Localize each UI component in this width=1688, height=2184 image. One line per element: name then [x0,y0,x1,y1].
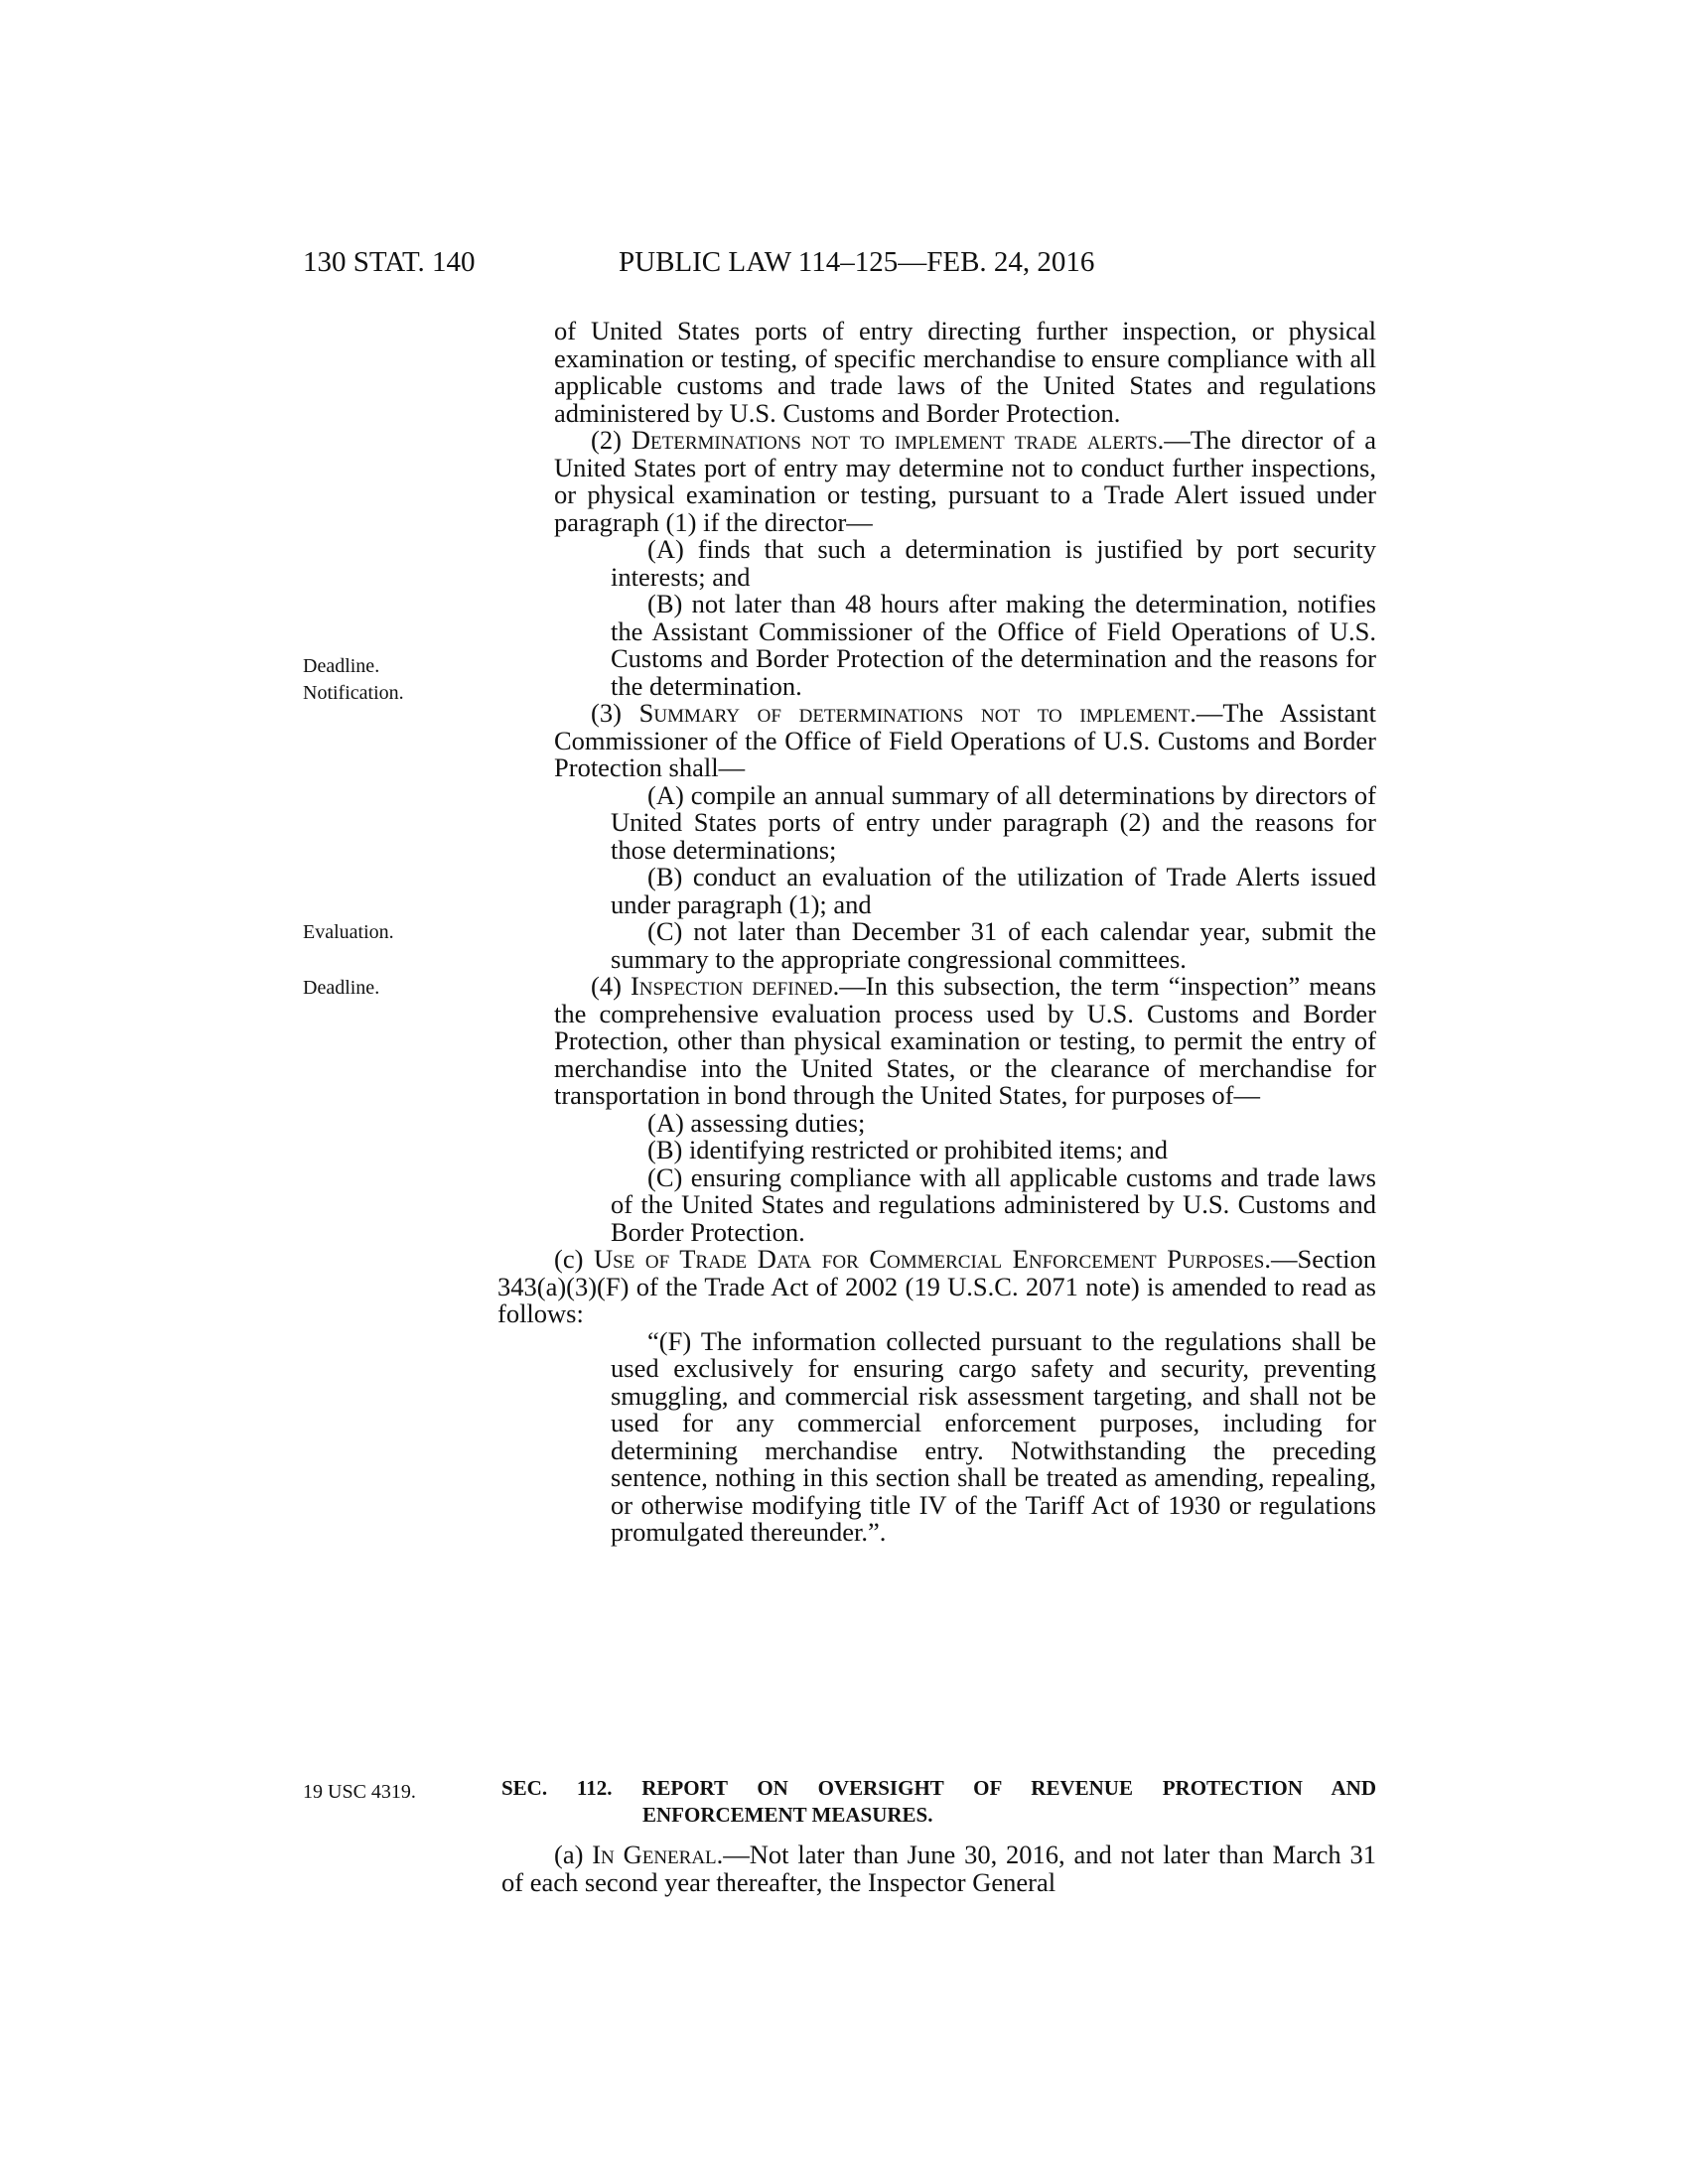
subsection-a-heading: In General. [592,1840,724,1869]
stat-page-number: 130 STAT. 140 [303,246,476,278]
margin-note-deadline: Deadline. [303,655,380,677]
paragraph-2-number: (2) [591,425,622,455]
subsection-a-number: (a) [554,1840,584,1869]
paragraph-2-a: (A) finds that such a determination is justified by port security interests; and [611,534,1376,592]
section-heading [501,1775,1376,1829]
paragraph-3-heading: Summary of determinations not to implement. [638,698,1196,728]
paragraph-3-c: (C) not later than December 31 of each calendar year, submit the summary to the appropriate congressional committees. [611,916,1376,974]
subsection-c-number: (c) [554,1244,584,1274]
paragraph-4-b: (B) identifying restricted or prohibited items; and [647,1135,1168,1164]
margin-note-evaluation: Evaluation. [303,921,394,943]
paragraph-4-a: (A) assessing duties; [647,1107,866,1138]
subsection-c-heading: Use of Trade Data for Commercial Enforcement Purposes. [593,1244,1271,1274]
section-112-body [501,1842,1376,1896]
subsection-a [501,1842,1376,1896]
paragraph-4-number: (4) [591,971,622,1001]
paragraph-4-heading: Inspection defined. [630,971,840,1001]
subsection-c [497,1246,1376,1328]
paragraph-2 [554,427,1376,536]
margin-note-notification: Notification. [303,682,404,704]
paragraph-2-heading: Determinations not to implement trade alerts. [631,425,1165,455]
quoted-amendment: “(F) The information collected pursuant to the regulations shall be used exclusively for ensuring cargo safety and security, preventing smuggling, and commercial risk assessment targeting, and shall not be used for any commercial enforcement purposes, including for determining merchandise entry. Notwithstanding the preceding sentence, nothing in this section shall be treated as amending, repealing, or otherwise modifying title IV of the Tariff Act of 1930 or regulations promulgated thereunder.”. [611,1325,1376,1547]
paragraph-4 [554,973,1376,1110]
paragraph-3 [554,700,1376,782]
paragraph-3-number: (3) [591,698,622,728]
margin-note-deadline-2: Deadline. [303,977,380,999]
page-header [303,246,1375,286]
paragraph-2-text: —The director of a United States port of entry may determine not to conduct further inspections, or physical examination or testing, pursuant to a Trade Alert issued under paragraph (1) if the director— [554,425,1376,537]
margin-note-usc: 19 USC 4319. [303,1781,416,1803]
subsection-a-text: —Not later than June 30, 2016, and not later than March 31 of each second year thereafter, the Inspector General [501,1840,1376,1897]
paragraph-3-text: —The Assistant Commissioner of the Office of Field Operations of U.S. Customs and Border Protection shall— [554,698,1376,782]
subsection-c-text: —Section 343(a)(3)(F) of the Trade Act of 2002 (19 U.S.C. 2071 note) is amended to read as follows: [497,1244,1376,1328]
paragraph-continuation: of United States ports of entry directing further inspection, or physical examination or testing, of specific merchandise to ensure compliance with all applicable customs and trade laws of the United States and regulations administered by U.S. Customs and Border Protection. [554,316,1376,428]
law-title: PUBLIC LAW 114–125—FEB. 24, 2016 [619,246,1095,278]
section-heading-line-1: SEC. 112. REPORT ON OVERSIGHT OF REVENUE PROTECTION AND [501,1776,1376,1800]
paragraph-2-b: (B) not later than 48 hours after making the determination, notifies the Assistant Commissioner of the Office of Field Operations of U.S. Customs and Border Protection of the determination and the reasons for the determination. [611,589,1376,701]
paragraph-3-b: (B) conduct an evaluation of the utilization of Trade Alerts issued under paragraph (1); and [611,862,1376,919]
section-heading-line-2: ENFORCEMENT MEASURES. [642,1803,933,1827]
paragraph-4-text: —In this subsection, the term “inspection” means the comprehensive evaluation process used by U.S. Customs and Border Protection, other than physical examination or testing, to permit the entry of merchandise into the United States, or the clearance of merchandise for transportation in bond through the United States, for purposes of— [554,971,1377,1110]
body-column [497,316,1377,1547]
paragraph-3-a: (A) compile an annual summary of all determinations by directors of United States ports of entry under paragraph (2) and the reasons for those determinations; [611,779,1376,865]
paragraph-4-c: (C) ensuring compliance with all applicable customs and trade laws of the United States and regulations administered by U.S. Customs and Border Protection. [611,1161,1376,1247]
